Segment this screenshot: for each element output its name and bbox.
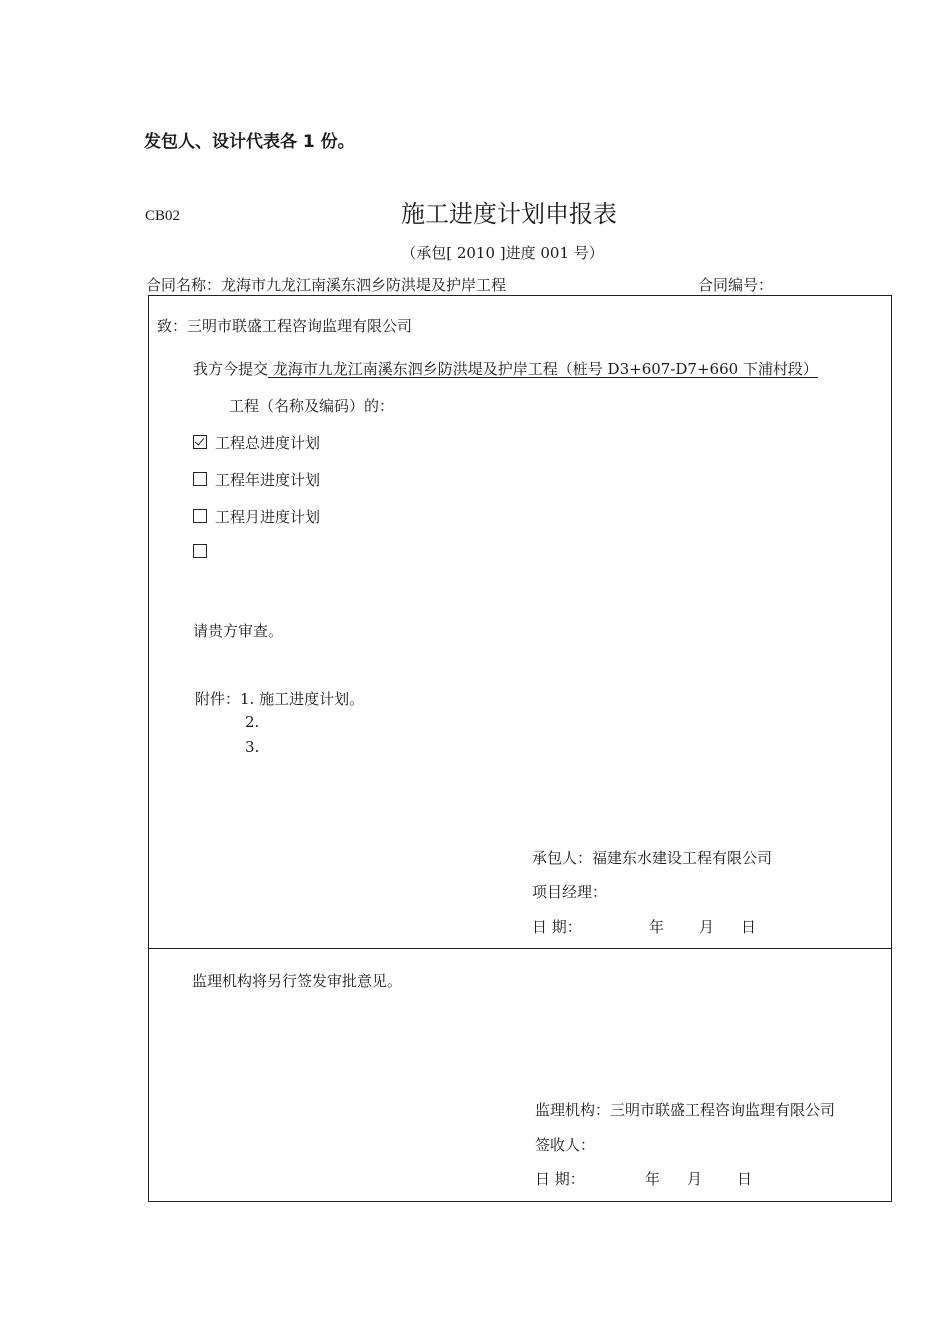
submission-section [148,295,892,949]
submit-project: 龙海市九龙江南溪东泗乡防洪堤及护岸工程（桩号 D3+607-D7+660 下浦村段） [268,360,818,378]
option-monthly-plan[interactable] [193,506,320,527]
project-manager-label: 项目经理： [532,883,608,901]
attachments-label: 附件：1. 施工进度计划。 [195,690,365,708]
option-total-plan[interactable] [193,432,320,453]
attachment-2: 2. [245,713,260,731]
attachment-3: 3. [245,738,260,756]
submit-suffix: 工程（名称及编码）的： [229,397,395,415]
submit-line [193,358,818,379]
receiver-label: 签收人： [535,1136,596,1154]
option-annual-plan[interactable] [193,469,320,490]
form-code: CB02 [145,208,181,224]
submit-prefix: 我方今提交 [193,360,269,378]
checkbox-checked-icon[interactable] [193,435,207,449]
contract-number: 合同编号： [698,276,774,294]
option-other[interactable] [193,543,215,561]
date-month: 月 [687,1170,703,1188]
supervisor-label: 监理机构：三明市联盛工程咨询监理有限公司 [535,1101,836,1119]
date-year: 年 [645,1170,661,1188]
date-label: 日 期： [532,918,582,936]
option-label: 工程月进度计划 [215,508,321,526]
date-day: 日 [741,918,757,936]
contractor-label: 承包人：福建东水建设工程有限公司 [532,849,773,867]
option-label: 工程年进度计划 [215,471,321,489]
supervisor-note: 监理机构将另行签发审批意见。 [192,972,403,990]
checkbox-icon[interactable] [193,544,207,558]
to-line: 致：三明市联盛工程咨询监理有限公司 [157,317,413,335]
date-year: 年 [649,918,665,936]
date-label: 日 期： [535,1170,585,1188]
supervisor-section [148,947,892,1202]
form-number: （承包[ 2010 ]进度 001 号） [401,244,604,262]
date-day: 日 [737,1170,753,1188]
option-label: 工程总进度计划 [215,434,321,452]
checkbox-icon[interactable] [193,509,207,523]
checkbox-icon[interactable] [193,472,207,486]
form-title: 施工进度计划申报表 [401,200,617,228]
date-month: 月 [699,918,715,936]
contract-name: 合同名称：龙海市九龙江南溪东泗乡防洪堤及护岸工程 [146,276,507,294]
review-request: 请贵方审查。 [193,622,284,640]
top-note: 发包人、设计代表各 1 份。 [144,132,355,152]
